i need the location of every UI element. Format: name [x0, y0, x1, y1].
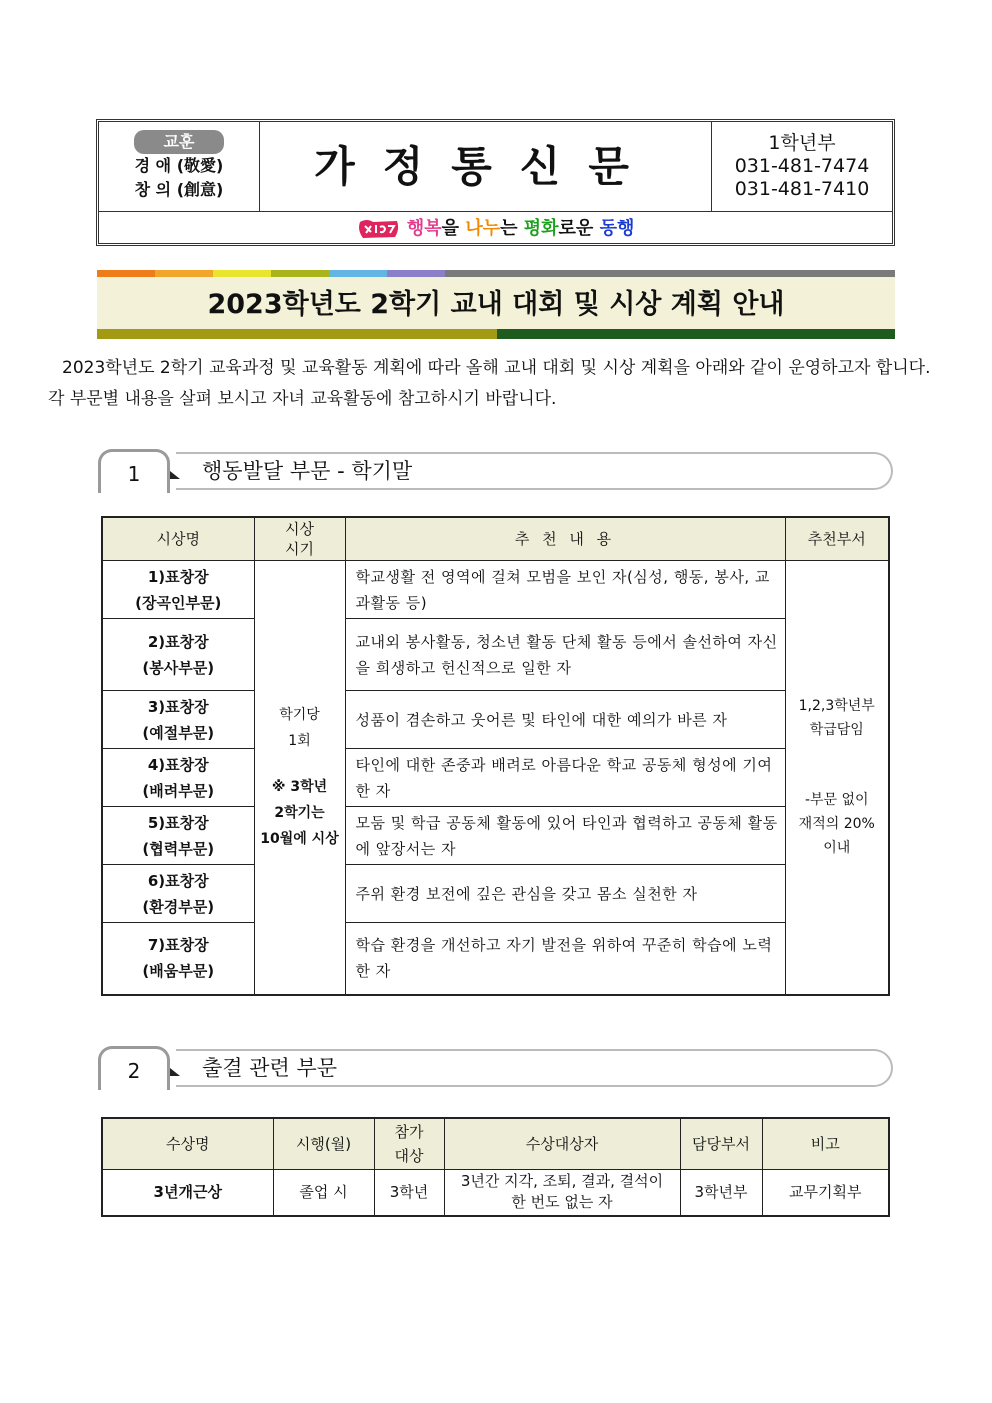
arrow-icon — [170, 1068, 180, 1076]
header-award-name: 수상명 — [102, 1118, 273, 1170]
recommend-dept-cell: 1,2,3학년부 학급담임 -부문 없이 재적의 20% 이내 — [785, 561, 889, 995]
color-segment — [271, 270, 329, 277]
header-content: 추 천 내 용 — [345, 517, 785, 561]
award-cell: 2)표창장 (봉사부문) — [102, 619, 254, 691]
award-cell: 5)표창장 (협력부문) — [102, 807, 254, 865]
attendance-awards-table — [101, 1117, 890, 1217]
motto-line-1: 경 애 (敬愛) — [134, 156, 224, 175]
table-row — [102, 865, 889, 923]
dept-cell: 3학년부 — [680, 1170, 762, 1216]
color-segment — [213, 270, 271, 277]
content-cell: 학교생활 전 영역에 걸쳐 모범을 보인 자(심성, 행동, 봉사, 교과활동 등) — [345, 561, 785, 619]
section-1-header — [98, 449, 893, 493]
motto-badge: 교훈 — [134, 130, 224, 154]
arrow-icon — [170, 471, 180, 479]
phone-1: 031-481-7474 — [734, 155, 870, 177]
color-segment — [155, 270, 213, 277]
section-2-header — [98, 1046, 893, 1090]
content-cell: 학습 환경을 개선하고 자기 발전을 위하여 꾸준히 학습에 노력한 자 — [345, 923, 785, 995]
section-number: 1 — [98, 449, 170, 493]
header-target: 참가 대상 — [374, 1118, 444, 1170]
recipient-cell: 3년간 지각, 조퇴, 결과, 결석이 한 번도 없는 자 — [444, 1170, 680, 1216]
table-row — [102, 923, 889, 995]
contact-info — [711, 122, 892, 211]
content-cell: 성품이 겸손하고 웃어른 및 타인에 대한 예의가 바른 자 — [345, 691, 785, 749]
newsletter-header — [96, 119, 895, 246]
slogan-word-together: 동행 — [599, 218, 635, 239]
header-note: 비고 — [762, 1118, 889, 1170]
motto-line-2: 창 의 (創意) — [134, 180, 224, 199]
award-cell: 6)표창장 (환경부문) — [102, 865, 254, 923]
department: 1학년부 — [768, 132, 836, 154]
table-row — [102, 1170, 889, 1216]
award-name-cell: 3년개근상 — [102, 1170, 273, 1216]
table-row — [102, 749, 889, 807]
table-row — [102, 691, 889, 749]
color-segment — [329, 270, 387, 277]
content-cell: 교내외 봉사활동, 청소년 활동 단체 활동 등에서 솔선하여 자신을 희생하고 헌신적으로 일한 자 — [345, 619, 785, 691]
section-number: 2 — [98, 1046, 170, 1090]
content-cell: 모둠 및 학급 공동체 활동에 있어 타인과 협력하고 공동체 활동에 앞장서는 자 — [345, 807, 785, 865]
header-dept: 추천부서 — [785, 517, 889, 561]
color-segment — [97, 270, 155, 277]
header-award-name: 시상명 — [102, 517, 254, 561]
slogan-word-peace: 평화 — [523, 218, 559, 239]
content-cell: 주위 환경 보전에 깊은 관심을 갖고 몸소 실천한 자 — [345, 865, 785, 923]
month-cell: 졸업 시 — [273, 1170, 374, 1216]
decorative-color-bar — [97, 270, 895, 277]
school-slogan — [99, 212, 892, 245]
newsletter-title: 가정통신문 — [314, 142, 657, 191]
award-cell: 7)표창장 (배움부문) — [102, 923, 254, 995]
target-cell: 3학년 — [374, 1170, 444, 1216]
header-month: 시행(월) — [273, 1118, 374, 1170]
school-emblem-icon — [357, 218, 401, 240]
header-dept: 담당부서 — [680, 1118, 762, 1170]
award-cell: 3)표창장 (예절부문) — [102, 691, 254, 749]
slogan-word-share: 나누 — [465, 218, 501, 239]
section-label: 행동발달 부문 - 학기말 — [202, 459, 413, 483]
school-motto — [99, 122, 260, 211]
table-row — [102, 807, 889, 865]
table-row — [102, 619, 889, 691]
content-cell: 타인에 대한 존중과 배려로 아름다운 학교 공동체 형성에 기여한 자 — [345, 749, 785, 807]
award-cell: 4)표창장 (배려부문) — [102, 749, 254, 807]
header-recipient: 수상대상자 — [444, 1118, 680, 1170]
phone-2: 031-481-7410 — [734, 178, 870, 200]
award-cell: 1)표창장 (장곡인부문) — [102, 561, 254, 619]
slogan-word-happiness: 행복 — [406, 218, 442, 239]
document-title: 2023학년도 2학기 교내 대회 및 시상 계획 안내 — [97, 277, 895, 329]
slogan-particle: 는 — [500, 218, 524, 239]
section-label: 출결 관련 부문 — [202, 1056, 338, 1080]
color-segment — [445, 270, 895, 277]
note-cell: 교무기획부 — [762, 1170, 889, 1216]
behavior-awards-table — [101, 516, 890, 996]
intro-paragraph: 2023학년도 2학기 교육과정 및 교육활동 계획에 따라 올해 교내 대회 및 시상 계획을 아래와 같이 운영하고자 합니다. 각 부문별 내용을 살펴 보시고 자녀 교육활동에 참고하시기 바랍니다. — [48, 358, 931, 409]
header-award-time: 시상 시기 — [254, 517, 345, 561]
slogan-particle: 로운 — [558, 218, 600, 239]
slogan-particle: 을 — [441, 218, 466, 239]
decorative-bottom-bar — [97, 329, 895, 339]
award-time-cell: 학기당 1회 ※ 3학년 2학기는 10월에 시상 — [254, 561, 345, 995]
color-segment — [387, 270, 445, 277]
table-row — [102, 561, 889, 619]
